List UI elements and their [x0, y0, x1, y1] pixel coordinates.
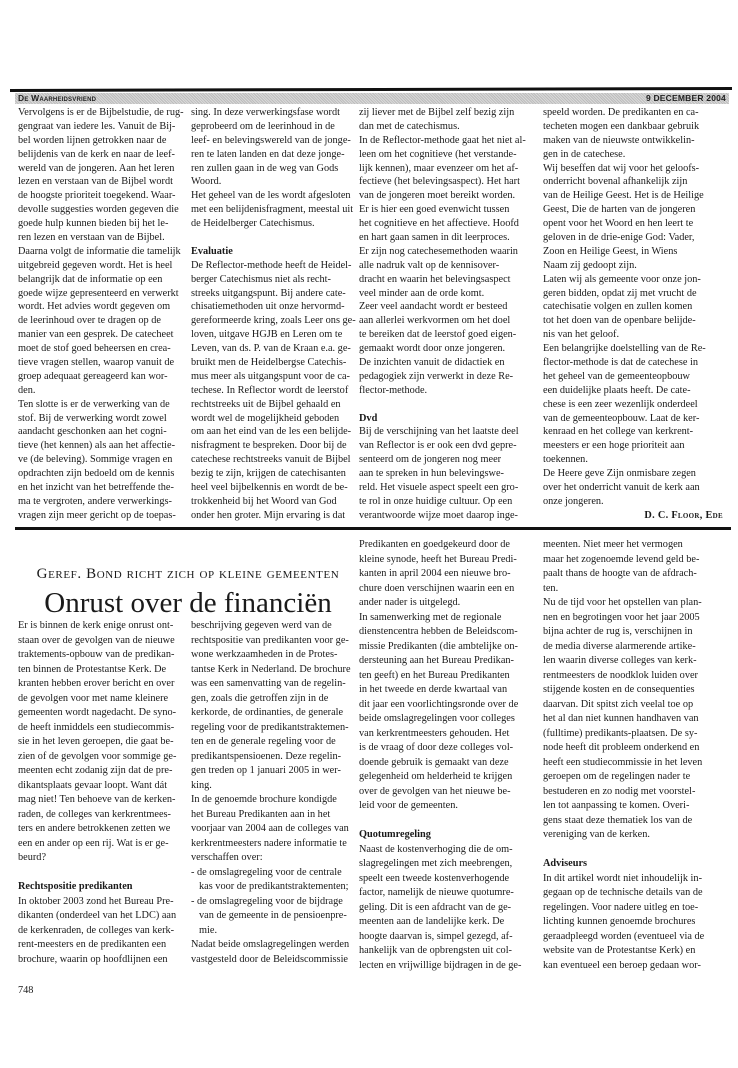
text-line: gereformeerde kring, zoals Leer ons ge-	[191, 315, 356, 327]
text-column	[18, 106, 198, 523]
text-line: Predikanten en goedgekeurd door de	[359, 539, 510, 550]
text-line: opent voor het Woord en hen leert te	[543, 218, 694, 230]
section-heading: Evaluatie	[191, 245, 233, 257]
text-line: catechisatie volgen en zullen komen	[543, 301, 693, 313]
text-line: geren bidden, opdat zij met vrucht de	[543, 287, 697, 299]
text-line: pedagogiek zijn verwerkt in deze Re-	[359, 370, 514, 382]
text-line: dracht en waarin het belevingsaspect	[359, 273, 511, 285]
text-line: gelegenheid om helderheid te krijgen	[359, 771, 513, 782]
section-heading: Adviseurs	[543, 858, 588, 869]
text-line: gen treden op 1 januari 2005 in wer-	[191, 765, 341, 776]
text-line: tieve (het kennen) als aan het affectie-	[18, 440, 176, 452]
text-line: ren te laten landen en dat deze jonge-	[191, 148, 345, 160]
text-line: goede wijze gepresenteerd en verwerkt	[18, 287, 179, 299]
text-line: Laten wij als gemeente voor onze jon-	[543, 273, 701, 285]
text-line: Er is hier een goed evenwicht tussen	[359, 204, 510, 216]
section-heading: Rechtspositie predikanten	[18, 881, 133, 892]
text-line: over het onderricht vanuit de kerk aan	[543, 482, 700, 494]
text-line: rentmeesters de noodklok luiden over	[543, 669, 698, 681]
masthead: De Waarheidsvriend	[18, 93, 97, 103]
text-line: om aan het eind van de les een belijde-	[191, 426, 352, 438]
text-line: alle nadruk valt op de kennisover-	[359, 259, 500, 271]
text-line: gengraat van iedere les. Vanuit de Bij-	[18, 120, 176, 132]
article-kicker: Geref. Bond richt zich op kleine gemeenten	[36, 566, 340, 582]
text-line: speeld worden. De predikanten en ca-	[543, 107, 699, 118]
text-line: flector-methode.	[359, 384, 428, 396]
text-line: speelt een tweede kostenverhogende	[359, 872, 510, 884]
text-line: doende gebruik is gemaakt van deze	[359, 756, 509, 768]
text-line: De inzichten vanuit de didactiek en	[359, 357, 505, 369]
text-line: zien of de gevolgen voor sommige ge-	[18, 750, 177, 762]
text-line: over de gevolgen van het nieuwe be-	[359, 785, 511, 797]
text-line: flector-methode is dat de catechese in	[543, 357, 699, 369]
text-line: devolle suggesties worden gegeven die	[18, 204, 179, 216]
text-line: de kerkenraden, de colleges van kerk-	[18, 924, 175, 936]
text-line: ten geeft) en het Bureau Predikanten	[359, 669, 510, 681]
text-line: belangrijk dat de informatie op een	[18, 273, 163, 285]
text-line: moet de stof goed beheersen en crea-	[18, 343, 171, 355]
text-line: van Reflector is er ook een dvd gepre-	[359, 440, 517, 452]
text-column	[191, 619, 371, 967]
text-line: bruikt men de Heidelbergse Catechis-	[191, 357, 347, 369]
text-line: rechtstreeks uit de Bijbel gehaald en	[191, 398, 341, 410]
text-line: ve (de beleving). Sommige vragen en	[18, 454, 173, 466]
text-line: Woord.	[191, 176, 222, 188]
text-line: kerkrentmeesters nadere informatie te	[191, 837, 347, 849]
text-line: staan over de gevolgen van de nieuwe	[18, 634, 175, 646]
text-line: Nadat beide omslagregelingen werden	[191, 939, 350, 950]
text-line: de media diverse alarmerende artike-	[543, 640, 696, 652]
issue-date: 9 DECEMBER 2004	[645, 93, 726, 103]
text-line: gen in de catechese.	[543, 148, 626, 160]
text-line: geraadpleegd worden (eventueel via de	[543, 930, 705, 942]
text-line: fectieve (het belevingsaspect). Het hart	[359, 176, 520, 188]
text-line: missie Predikanten (die ambtelijke on-	[359, 640, 518, 652]
text-line: leef- en belevingswereld van de jonge-	[191, 134, 351, 146]
text-line: heel veel bijbelkennis en wordt de be-	[191, 482, 348, 494]
text-line: regeling voor de predikantstraktemen-	[191, 721, 349, 733]
text-line: paalt thans de hoogte van de afdrach-	[543, 568, 697, 579]
text-line: van de gemeenteopbouw. Laat de ker-	[543, 412, 700, 424]
text-line: met een belijdenisfragment, meestal uit	[191, 204, 354, 216]
text-line: berger Catechismus niet als recht-	[191, 273, 331, 285]
text-line: leid voor de gemeenten.	[359, 800, 458, 811]
text-line: mus meer als uitgangspunt voor de ca-	[191, 370, 350, 382]
text-line: ren zullen gaan in de weg van Gods	[191, 162, 339, 174]
text-line: nen en begrotingen voor het jaar 2005	[543, 611, 700, 623]
text-line: maar het zogenoemde levend geld be-	[543, 553, 700, 565]
text-line: meenten. Niet meer het vermogen	[543, 539, 683, 550]
text-line: lecten en vrijwillige bijdragen in de ge-	[359, 959, 522, 971]
top-rule	[10, 87, 732, 92]
author-byline: D. C. Floor, Ede	[644, 509, 723, 521]
text-line: lichting kunnen genoemde brochures	[543, 916, 696, 927]
text-line: gemaakt wordt door onze jongeren.	[359, 343, 506, 355]
text-line: ten.	[543, 582, 559, 594]
text-line: loven, uitgave HGJB en Leren om te	[191, 329, 343, 341]
text-line: zij liever met de Bijbel zelf bezig zijn	[359, 107, 515, 118]
text-line: van de jongeren moet bereikt worden.	[359, 190, 516, 202]
text-line: chure doen verschijnen waarin een en	[359, 582, 515, 594]
text-line: (fulltime) predikants-plaatsen. De sy-	[543, 727, 698, 739]
text-line: catechese rechtstreeks vanuit de Bijbel	[191, 454, 351, 466]
text-line: len tot aanpassing te komen. Overi-	[543, 800, 690, 811]
text-line: den.	[18, 384, 36, 396]
text-line: regelingen. Voor nadere uitleg en toe-	[543, 901, 699, 913]
text-line: de heeft inmiddels een studiecommis-	[18, 721, 175, 733]
text-line: gegaan op de technische details van de	[543, 887, 703, 898]
text-line: senteerd om de jongeren nog meer	[359, 454, 502, 466]
text-line: dit jaar een voorlichtingsronde over de	[359, 698, 519, 710]
text-line: In de genoemde brochure kondigde	[191, 794, 337, 805]
text-line: Het geheel van de les wordt afgesloten	[191, 190, 351, 202]
text-line: chese is een zeer wezenlijk onderdeel	[543, 398, 698, 410]
text-line: ten en de generale regeling voor de	[191, 736, 336, 747]
text-line: verantwoorde wijze moet daarop inge-	[359, 509, 518, 521]
text-line: kan eventueel een beroep gedaan wor-	[543, 959, 701, 971]
blank-line	[18, 866, 198, 881]
text-line: tot het doen van de openbare belijde-	[543, 315, 696, 327]
list-continuation: mie.	[199, 924, 218, 936]
text-line: meenten aan de landelijke kerk. De	[359, 916, 505, 927]
text-line: rechtspositie van predikanten voor ge-	[191, 634, 349, 646]
text-line: geroepen om de regelingen nader te	[543, 771, 691, 782]
text-column	[359, 106, 539, 523]
text-line: In oktober 2003 zond het Bureau Pre-	[18, 895, 174, 907]
text-line: het geheel van de gemeenteopbouw	[543, 370, 690, 382]
text-line: In samenwerking met de regionale	[359, 611, 502, 623]
text-line: Bij de verschijning van het laatste deel	[359, 426, 519, 438]
text-column	[191, 106, 371, 523]
text-line: ander nader is uitgelegd.	[359, 597, 461, 608]
text-line: meenten echt zodanig zijn dat de pre-	[18, 765, 173, 776]
text-line: Daarna volgt de informatie die tamelijk	[18, 245, 181, 257]
text-line: dienstencentra hebben de Beleidscom-	[359, 626, 518, 637]
text-column	[543, 538, 723, 973]
text-line: geling. Dit is een afdracht van de ge-	[359, 901, 512, 913]
text-line: lijk kennen), maar evenzeer om het af-	[359, 162, 519, 174]
text-line: leen om het cognitieve (het verstande-	[359, 148, 517, 160]
text-line: bezig te zijn, krijgen de catechisanten	[191, 468, 346, 480]
text-line: in het tweede en derde kwartaal van	[359, 684, 508, 695]
text-line: uitgebreid gegeven wordt. Het is heel	[18, 259, 173, 271]
text-line: De Heere geve Zijn onmisbare zegen	[543, 468, 696, 480]
text-line: In de Reflector-methode gaat het niet al-	[359, 134, 526, 146]
text-line: kanten in april 2004 een nieuwe bro-	[359, 568, 511, 579]
text-line: kleine synode, heeft het Bureau Predi-	[359, 553, 517, 565]
text-line: onderricht bovenal afhankelijk zijn	[543, 176, 688, 188]
text-line: aan allerlei werkvormen om het doel	[359, 315, 511, 327]
text-line: hankelijk van de opbrengsten uit col-	[359, 945, 512, 956]
text-line: sie in het leven geroepen, die gaat be-	[18, 736, 174, 747]
text-column	[18, 619, 198, 967]
text-column	[543, 106, 723, 523]
running-header	[15, 93, 729, 104]
text-line: In dit artikel wordt niet inhoudelijk in-	[543, 872, 702, 884]
text-line: Nu de tijd voor het opstellen van plan-	[543, 597, 702, 608]
text-line: techeten mogen een dankbaar gebruik	[543, 120, 700, 132]
text-line: De Reflector-methode heeft de Heidel-	[191, 259, 352, 271]
text-line: trokkenheid bij het Woord van God	[191, 495, 337, 507]
text-line: Een belangrijke doelstelling van de Re-	[543, 343, 706, 355]
text-line: van de Heilige Geest. Het is de Heilige	[543, 190, 704, 202]
text-line: tantse Kerk in Nederland. De brochure	[191, 663, 351, 675]
text-line: bijna achter de rug is, verschijnen in	[543, 626, 693, 637]
text-line: node heeft dit probleem onderkend en	[543, 742, 700, 753]
text-line: verschaffen over:	[191, 852, 263, 863]
text-line: slagregelingen met zich meebrengen,	[359, 858, 513, 869]
text-line: raden, de colleges van kerkrentmees-	[18, 808, 171, 820]
text-line: mag niet! Ten behoeve van de kerken-	[18, 794, 176, 805]
list-continuation: kas voor de predikantstraktementen;	[199, 881, 349, 892]
text-line: stof. Bij de verwerking wordt zowel	[18, 412, 167, 424]
text-line: techese. In Reflector wordt de leerstof	[191, 384, 349, 396]
text-line: dikanten (onderdeel van het LDC) aan	[18, 910, 177, 921]
text-line: de Heidelberger Catechismus.	[191, 218, 315, 230]
text-line: ters en andere betrokkenen zetten we	[18, 823, 171, 834]
list-continuation: van de gemeente in de pensioenpre-	[199, 910, 347, 921]
text-line: maken van de nieuwste ontwikkelin-	[543, 134, 695, 146]
text-line: het cognitieve en het affectieve. Hoofd	[359, 218, 519, 230]
text-line: king.	[191, 779, 212, 791]
text-line: onze jongeren.	[543, 495, 604, 507]
text-line: ten binnen de Protestantse Kerk. De	[18, 663, 167, 675]
text-line: beide omslagregelingen voor colleges	[359, 713, 515, 724]
text-line: Geest, Die de harten van de jongeren	[543, 204, 696, 216]
text-line: te rol in onze huidige cultuur. Op een	[359, 495, 513, 507]
text-line: - de omslagregeling voor de centrale	[191, 866, 342, 878]
text-line: daarvan. Dit spitst zich veelal toe op	[543, 698, 694, 710]
text-line: veel minder aan de orde komt.	[359, 287, 485, 299]
blank-line	[359, 398, 539, 412]
text-line: en het inzicht van het betreffende the-	[18, 482, 174, 494]
text-line: beurd?	[18, 852, 47, 863]
text-line: website van de Protestantse Kerk) en	[543, 945, 696, 956]
text-line: de hoogste prioriteit toegekend. Waar-	[18, 190, 176, 202]
text-line: dan met de catechismus.	[359, 120, 460, 132]
text-line: wordt. Het advies wordt gegeven om	[18, 301, 171, 313]
text-line: Wij beseffen dat wij voor het geloofs-	[543, 162, 700, 174]
section-rule	[15, 527, 731, 530]
article-title: Onrust over de financiën	[44, 587, 332, 619]
text-line: beschrijving gegeven werd van de	[191, 620, 332, 631]
blank-line	[543, 843, 723, 858]
text-line: bel worden lijnen getrokken naar de	[18, 134, 167, 146]
text-line: het al dan niet kunnen handhaven van	[543, 713, 699, 724]
text-line: reld. Het visuele aspect speelt een gro-	[359, 482, 519, 494]
text-line: bestuderen en zo nodig met voorstel-	[543, 785, 696, 797]
text-line: dikantsplaats gevaar loopt. Want dát	[18, 779, 168, 791]
blank-line	[191, 231, 371, 245]
text-line: hoogte daarvan is, simpel gezegd, af-	[359, 930, 513, 942]
text-line: nis van het geloof.	[543, 329, 620, 341]
text-line: is de vraag of door deze colleges vol-	[359, 742, 514, 753]
text-line: streeks uitgangspunt. Bij andere cate-	[191, 287, 346, 299]
text-line: brochure, waarin op hoofdlijnen een	[18, 953, 168, 965]
text-line: vastgesteld door de Beleidscommissie	[191, 953, 348, 965]
text-line: vragen zijn meer gericht op de toepas-	[18, 509, 176, 521]
text-line: groep adequaat gereageerd kan wor-	[18, 370, 168, 382]
text-line: van kerkrentmeesters gehouden. Het	[359, 727, 510, 739]
text-line: gemeenten wordt nagedacht. De syno-	[18, 707, 177, 718]
text-line: ren lezen en verstaan van de Bijbel.	[18, 232, 165, 244]
text-line: - de omslagregeling voor de bijdrage	[191, 895, 343, 907]
section-heading: Quotumregeling	[359, 829, 431, 840]
text-line: Er is binnen de kerk enige onrust ont-	[18, 620, 174, 631]
text-line: de gevolgen voor met name kleinere	[18, 692, 169, 704]
page-number: 748	[18, 985, 34, 996]
text-line: een en ander op een rij. Wat is er ge-	[18, 837, 169, 849]
text-line: manier van een gesprek. De catecheet	[18, 329, 174, 341]
text-line: Naam zij gedoopt zijn.	[543, 259, 637, 271]
text-line: Naast de kostenverhoging die de om-	[359, 843, 513, 855]
text-line: chisatiemethoden uit onze hervormd-	[191, 301, 345, 313]
text-line: heeft een studiecommissie in het leven	[543, 756, 703, 768]
text-line: lezen en verstaan van de Bijbel wordt	[18, 176, 173, 188]
text-line: stijgende kosten en de consequenties	[543, 684, 695, 695]
text-line: tieve vragen stellen, waarop vanuit de	[18, 357, 175, 369]
section-heading: Dvd	[359, 412, 378, 424]
text-line: goede hulp kunnen bieden bij het le-	[18, 218, 169, 230]
text-line: traktements-opbouw van de predikan-	[18, 649, 175, 660]
text-line: rent-meesters en de predikanten een	[18, 939, 167, 950]
text-line: geprobeerd om de leerinhoud in de	[191, 120, 335, 132]
text-line: Vervolgens is er de Bijbelstudie, de rug-	[18, 107, 184, 118]
text-line: onder hen groter. Mijn ervaring is dat	[191, 509, 346, 521]
text-line: sing. In deze verwerkingsfase wordt	[191, 107, 340, 118]
text-line: wereld van de jongeren. Aan het leren	[18, 162, 175, 174]
text-line: kerkorde, de ordinanties, de generale	[191, 707, 344, 718]
text-line: Leven, van ds. P. van de Kraan e.a. ge-	[191, 343, 351, 355]
text-line: ma te vergroten, andere verwerkings-	[18, 495, 172, 507]
text-line: aan te spreken in hun belevingswe-	[359, 468, 504, 480]
text-line: opdrachten zijn bedoeld om de kennis	[18, 468, 175, 480]
text-line: wordt wel de mogelijkheid geboden	[191, 412, 340, 424]
text-line: vereniging van de kerken.	[543, 829, 650, 840]
text-column	[359, 538, 539, 973]
text-line: predikantspensioenen. Deze regelin-	[191, 750, 342, 762]
text-line: Zeer veel aandacht wordt er besteed	[359, 301, 508, 313]
text-line: factor, namelijk de nieuwe quotumre-	[359, 887, 514, 898]
text-line: Er zijn nog catechesemethoden waarin	[359, 245, 518, 257]
text-line: een duidelijke plaats heeft. De cate-	[543, 384, 691, 396]
text-line: te bereiken dat de leerstof goed eigen-	[359, 329, 517, 341]
text-line: aandacht geschonken aan het cogni-	[18, 426, 167, 438]
blank-line	[359, 814, 539, 829]
text-line: was een samenvatting van de regelin-	[191, 678, 346, 689]
text-line: toekennen.	[543, 454, 588, 466]
text-line: gens staat deze thematiek los van de	[543, 814, 693, 826]
text-line: Ten slotte is er de verwerking van de	[18, 398, 170, 410]
text-line: wone werkzaamheden in de Protes-	[191, 649, 338, 660]
text-line: dersteuning aan het Bureau Predikan-	[359, 655, 514, 666]
text-line: len waarin diverse colleges van kerk-	[543, 655, 697, 666]
text-line: nisfragment te bespreken. Door bij de	[191, 440, 347, 452]
text-line: belijdenis van de kerk en naar de leef-	[18, 148, 175, 160]
text-line: gen, zoals die getroffen zijn in de	[191, 692, 329, 704]
text-line: Zoon en Heilige Geest, in Wiens	[543, 245, 678, 257]
text-line: kranten hebben erover bericht en over	[18, 678, 175, 689]
text-line: meesters er een hoge prioriteit aan	[543, 440, 685, 452]
text-line: de leerinhoud over te dragen op de	[18, 315, 161, 327]
text-line: geloven in de drie-enige God: Vader,	[543, 232, 695, 244]
text-line: kenraad en het college van kerkrent-	[543, 426, 694, 438]
text-line: het Bureau Predikanten aan in het	[191, 808, 331, 820]
text-line: en hart gaan samen in dit leerproces.	[359, 232, 510, 244]
text-line: voorjaar van 2004 aan de colleges van	[191, 823, 349, 834]
